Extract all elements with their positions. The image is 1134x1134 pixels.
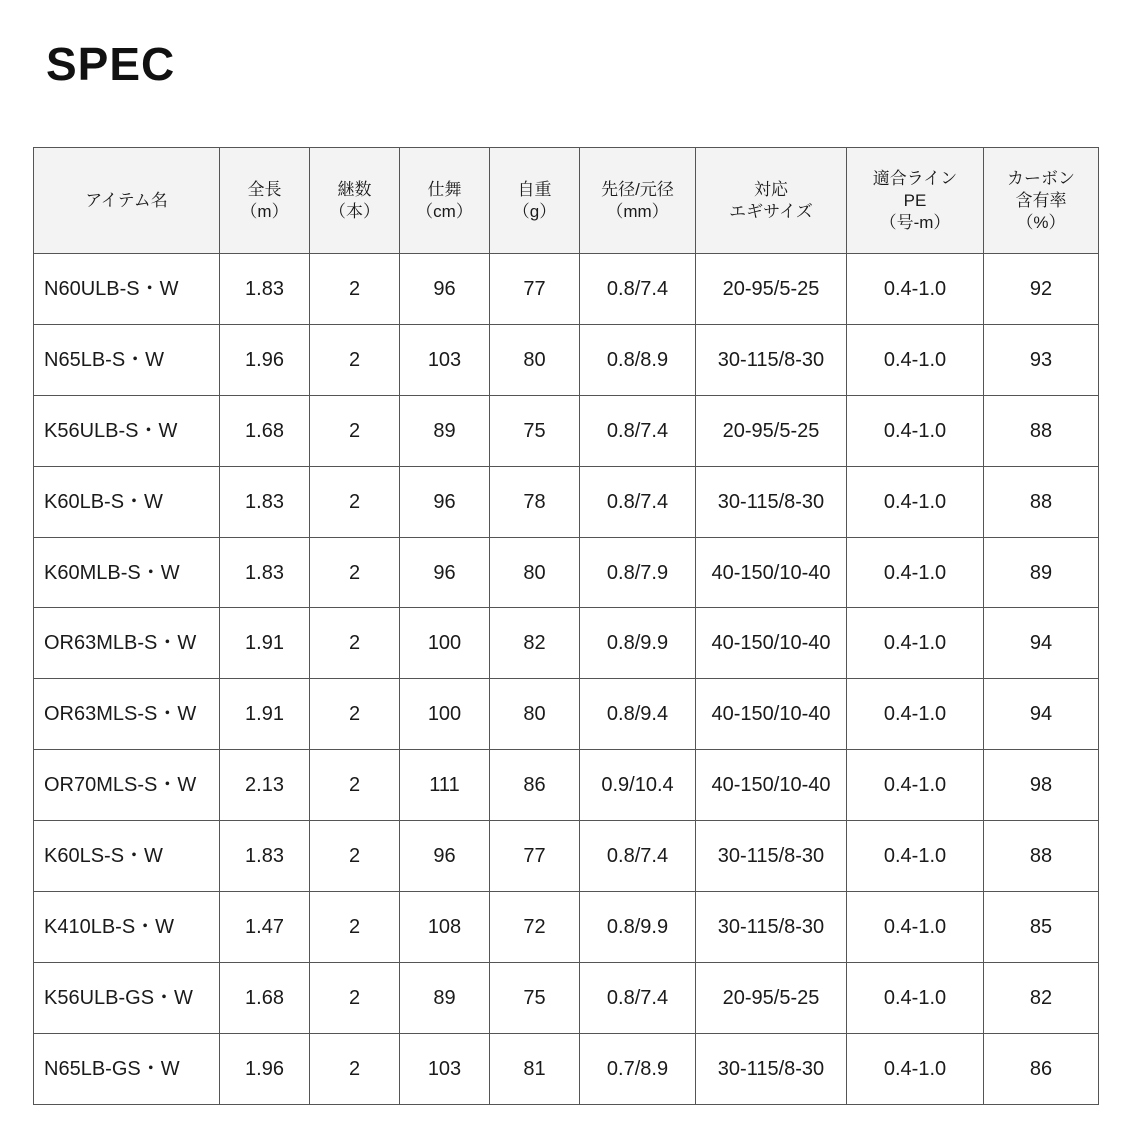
cell-egi-size: 30-115/8-30 [696,1033,847,1104]
cell-closed-length: 100 [400,608,490,679]
cell-item-name: N65LB-S・W [34,324,220,395]
cell-egi-size: 40-150/10-40 [696,537,847,608]
cell-egi-size: 40-150/10-40 [696,679,847,750]
cell-closed-length: 100 [400,679,490,750]
cell-weight: 75 [490,395,580,466]
cell-pieces: 2 [310,821,400,892]
cell-pieces: 2 [310,962,400,1033]
cell-egi-size: 30-115/8-30 [696,466,847,537]
cell-weight: 86 [490,750,580,821]
cell-closed-length: 96 [400,821,490,892]
table-row [34,608,1099,679]
cell-egi-size: 20-95/5-25 [696,395,847,466]
column-header-carbon-content: カーボン 含有率 （%） [984,148,1099,254]
cell-carbon-content: 93 [984,324,1099,395]
column-header-egi-size: 対応 エギサイズ [696,148,847,254]
cell-egi-size: 30-115/8-30 [696,324,847,395]
cell-egi-size: 30-115/8-30 [696,821,847,892]
cell-length: 1.96 [220,1033,310,1104]
cell-tip-butt-diameter: 0.8/7.4 [580,962,696,1033]
cell-line-pe: 0.4-1.0 [847,962,984,1033]
cell-weight: 77 [490,821,580,892]
cell-carbon-content: 85 [984,892,1099,963]
cell-line-pe: 0.4-1.0 [847,254,984,325]
cell-length: 2.13 [220,750,310,821]
cell-line-pe: 0.4-1.0 [847,395,984,466]
cell-carbon-content: 82 [984,962,1099,1033]
cell-weight: 82 [490,608,580,679]
cell-length: 1.96 [220,324,310,395]
cell-item-name: K60MLB-S・W [34,537,220,608]
cell-closed-length: 89 [400,395,490,466]
cell-item-name: OR63MLS-S・W [34,679,220,750]
cell-weight: 80 [490,679,580,750]
cell-pieces: 2 [310,1033,400,1104]
cell-item-name: OR70MLS-S・W [34,750,220,821]
cell-length: 1.83 [220,821,310,892]
spec-table-body [34,254,1099,1105]
cell-tip-butt-diameter: 0.8/7.9 [580,537,696,608]
spec-table [33,147,1099,1105]
cell-carbon-content: 86 [984,1033,1099,1104]
cell-egi-size: 20-95/5-25 [696,962,847,1033]
cell-tip-butt-diameter: 0.9/10.4 [580,750,696,821]
cell-closed-length: 103 [400,324,490,395]
cell-carbon-content: 89 [984,537,1099,608]
cell-carbon-content: 88 [984,821,1099,892]
table-row [34,254,1099,325]
cell-length: 1.47 [220,892,310,963]
cell-item-name: K56ULB-GS・W [34,962,220,1033]
cell-closed-length: 89 [400,962,490,1033]
cell-tip-butt-diameter: 0.8/9.4 [580,679,696,750]
cell-length: 1.91 [220,608,310,679]
table-row [34,750,1099,821]
cell-egi-size: 40-150/10-40 [696,608,847,679]
cell-length: 1.68 [220,395,310,466]
column-header-item-name: アイテム名 [34,148,220,254]
table-row [34,324,1099,395]
cell-tip-butt-diameter: 0.8/7.4 [580,254,696,325]
cell-pieces: 2 [310,750,400,821]
cell-line-pe: 0.4-1.0 [847,892,984,963]
cell-carbon-content: 88 [984,466,1099,537]
cell-tip-butt-diameter: 0.8/9.9 [580,892,696,963]
cell-pieces: 2 [310,466,400,537]
cell-carbon-content: 94 [984,679,1099,750]
cell-weight: 75 [490,962,580,1033]
cell-pieces: 2 [310,679,400,750]
cell-pieces: 2 [310,324,400,395]
cell-line-pe: 0.4-1.0 [847,750,984,821]
table-row [34,1033,1099,1104]
cell-line-pe: 0.4-1.0 [847,821,984,892]
cell-closed-length: 96 [400,466,490,537]
cell-tip-butt-diameter: 0.8/7.4 [580,466,696,537]
cell-closed-length: 108 [400,892,490,963]
cell-length: 1.83 [220,466,310,537]
cell-tip-butt-diameter: 0.8/8.9 [580,324,696,395]
cell-closed-length: 103 [400,1033,490,1104]
table-row [34,395,1099,466]
cell-line-pe: 0.4-1.0 [847,324,984,395]
cell-item-name: K60LS-S・W [34,821,220,892]
table-row [34,466,1099,537]
cell-line-pe: 0.4-1.0 [847,466,984,537]
cell-line-pe: 0.4-1.0 [847,608,984,679]
cell-weight: 78 [490,466,580,537]
cell-item-name: K56ULB-S・W [34,395,220,466]
cell-tip-butt-diameter: 0.8/9.9 [580,608,696,679]
cell-tip-butt-diameter: 0.8/7.4 [580,395,696,466]
column-header-weight: 自重 （g） [490,148,580,254]
cell-carbon-content: 94 [984,608,1099,679]
cell-egi-size: 20-95/5-25 [696,254,847,325]
cell-line-pe: 0.4-1.0 [847,1033,984,1104]
cell-item-name: N65LB-GS・W [34,1033,220,1104]
cell-pieces: 2 [310,537,400,608]
column-header-closed-length: 仕舞 （cm） [400,148,490,254]
cell-pieces: 2 [310,608,400,679]
cell-item-name: K60LB-S・W [34,466,220,537]
cell-pieces: 2 [310,892,400,963]
cell-length: 1.83 [220,537,310,608]
table-row [34,679,1099,750]
cell-closed-length: 96 [400,254,490,325]
spec-table-header [34,148,1099,254]
cell-carbon-content: 98 [984,750,1099,821]
column-header-pieces: 継数 （本） [310,148,400,254]
cell-weight: 72 [490,892,580,963]
table-row [34,962,1099,1033]
column-header-length: 全長 （m） [220,148,310,254]
column-header-line-pe: 適合ライン PE （号-m） [847,148,984,254]
cell-closed-length: 111 [400,750,490,821]
table-row [34,537,1099,608]
column-header-tip-butt-diameter: 先径/元径 （mm） [580,148,696,254]
cell-line-pe: 0.4-1.0 [847,537,984,608]
cell-pieces: 2 [310,254,400,325]
cell-length: 1.91 [220,679,310,750]
cell-tip-butt-diameter: 0.8/7.4 [580,821,696,892]
cell-pieces: 2 [310,395,400,466]
table-row [34,892,1099,963]
cell-item-name: N60ULB-S・W [34,254,220,325]
cell-length: 1.68 [220,962,310,1033]
cell-carbon-content: 92 [984,254,1099,325]
cell-egi-size: 30-115/8-30 [696,892,847,963]
cell-carbon-content: 88 [984,395,1099,466]
page-title: SPEC [46,38,176,90]
cell-item-name: K410LB-S・W [34,892,220,963]
header-row [34,148,1099,254]
cell-line-pe: 0.4-1.0 [847,679,984,750]
cell-egi-size: 40-150/10-40 [696,750,847,821]
cell-weight: 77 [490,254,580,325]
cell-closed-length: 96 [400,537,490,608]
cell-tip-butt-diameter: 0.7/8.9 [580,1033,696,1104]
cell-item-name: OR63MLB-S・W [34,608,220,679]
table-row [34,821,1099,892]
cell-weight: 80 [490,537,580,608]
cell-length: 1.83 [220,254,310,325]
cell-weight: 80 [490,324,580,395]
cell-weight: 81 [490,1033,580,1104]
